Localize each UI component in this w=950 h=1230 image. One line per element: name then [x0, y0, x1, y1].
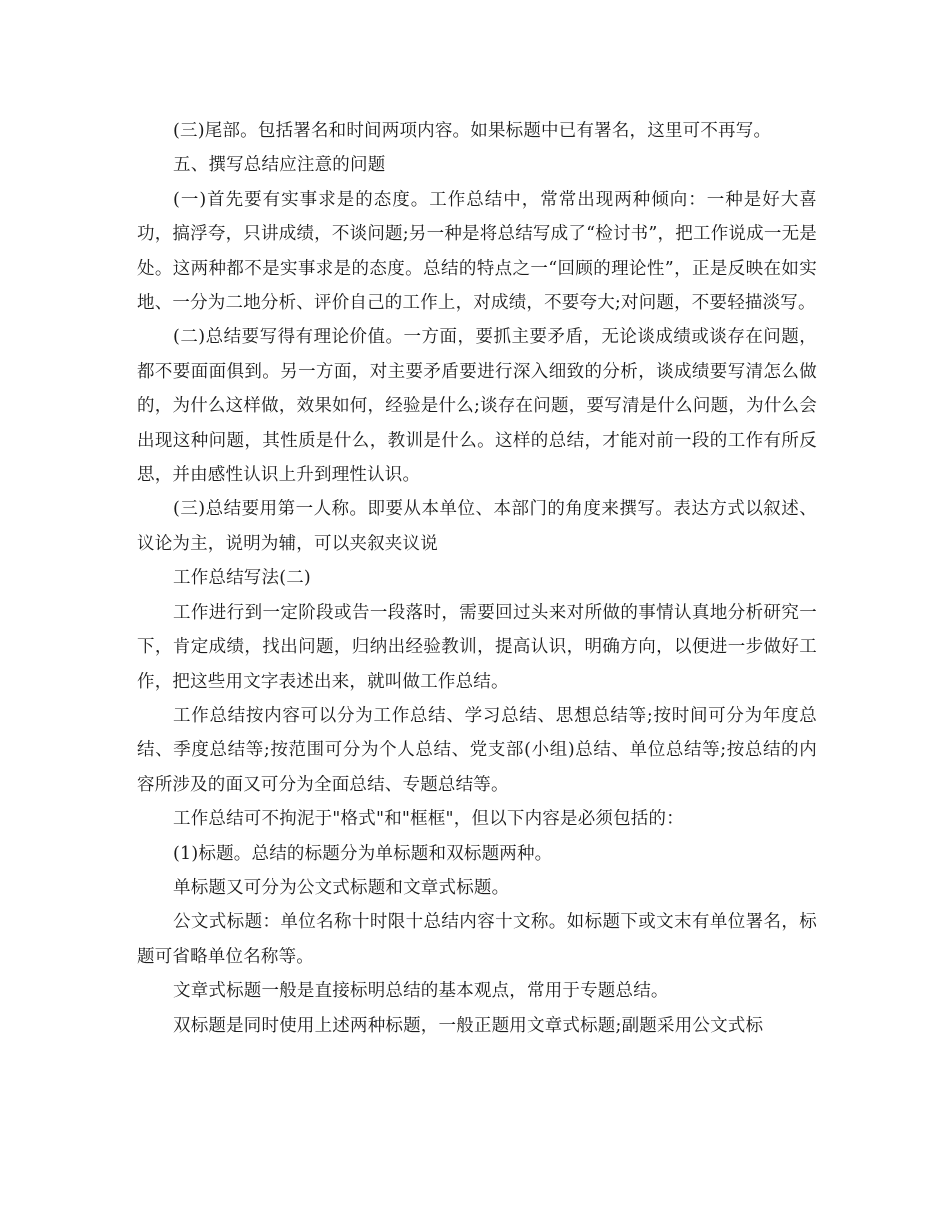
- document-body: [137, 114, 817, 1043]
- paragraph-article-title: 文章式标题一般是直接标明总结的基本观点，常用于专题总结。: [173, 981, 669, 1002]
- section-heading-notes: 五、撰写总结应注意的问题: [173, 155, 386, 176]
- paragraph-ending-section: (三)尾部。包括署名和时间两项内容。如果标题中已有署名，这里可不再写。: [173, 121, 772, 141]
- paragraph-first-person: (三)总结要用第一人称。即要从本单位、本部门的角度来撰写。表达方式以叙述、议论为主，说明为辅，可以夹叙夹议说: [137, 499, 817, 554]
- paragraph-title-types: (1)标题。总结的标题分为单标题和双标题两种。: [173, 843, 553, 864]
- section-heading-method-two: 工作总结写法(二): [173, 568, 311, 589]
- paragraph-factual-attitude: (一)首先要有实事求是的态度。工作总结中，常常出现两种倾向：一种是好大喜功，搞浮夸，只讲成绩，不谈问题;另一种是将总结写成了“检讨书”，把工作说成一无是处。这两种都不是实事求是的态度。总结的特点之一“回顾的理论性”，正是反映在如实地、一分为二地分析、评价自己的工作上，对成绩，不要夸大;对问题，不要轻描淡写。: [137, 189, 817, 314]
- paragraph-classification: 工作总结按内容可以分为工作总结、学习总结、思想总结等;按时间可分为年度总结、季度总结等;按范围可分为个人总结、党支部(小组)总结、单位总结等;按总结的内容所涉及的面又可分为全面总结、专题总结等。: [137, 705, 817, 795]
- paragraph-definition: 工作进行到一定阶段或告一段落时，需要回过头来对所做的事情认真地分析研究一下，肯定成绩，找出问题，归纳出经验教训，提高认识，明确方向，以便进一步做好工作，把这些用文字表述出来，就叫做工作总结。: [137, 602, 817, 692]
- paragraph-official-title: 公文式标题：单位名称十时限十总结内容十文称。如标题下或文末有单位署名，标题可省略单位名称等。: [137, 912, 817, 967]
- paragraph-theoretical-value: (二)总结要写得有理论价值。一方面，要抓主要矛盾，无论谈成绩或谈存在问题，都不要面面俱到。另一方面，对主要矛盾要进行深入细致的分析，谈成绩要写清怎么做的，为什么这样做，效果如何，经验是什么;谈存在问题，要写清是什么问题，为什么会出现这种问题，其性质是什么，教训是什么。这样的总结，才能对前一段的工作有所反思，并由感性认识上升到理性认识。: [137, 327, 817, 486]
- paragraph-required-content: 工作总结可不拘泥于"格式"和"框框"，但以下内容是必须包括的：: [173, 809, 684, 830]
- paragraph-double-title: 双标题是同时使用上述两种标题，一般正题用文章式标题;副题采用公文式标: [173, 1015, 764, 1036]
- paragraph-single-title: 单标题又可分为公文式标题和文章式标题。: [173, 877, 510, 898]
